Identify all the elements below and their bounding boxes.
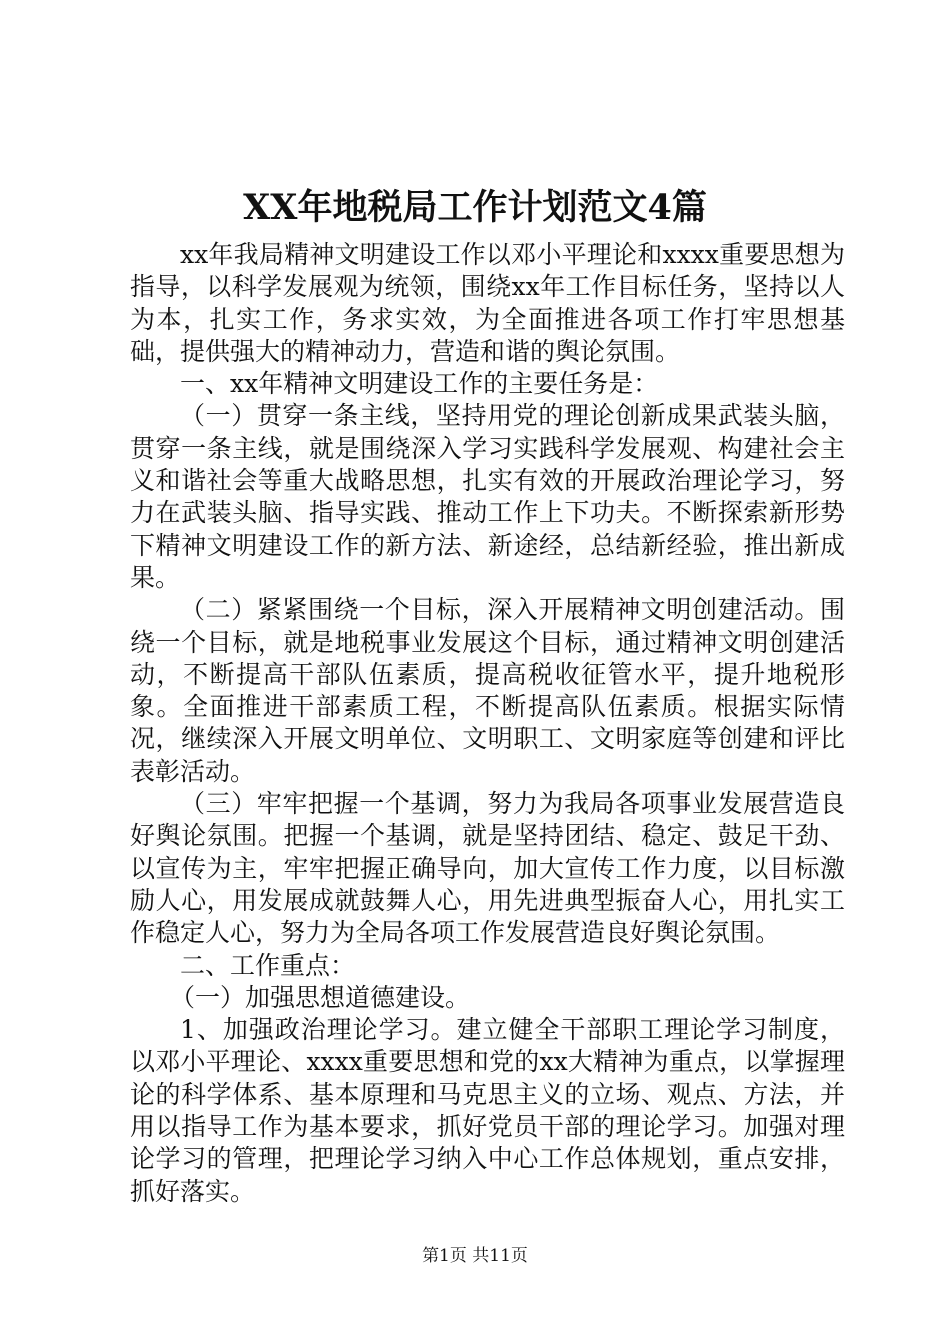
document-title: XX年地税局工作计划范文4篇 — [243, 187, 707, 228]
subsection-heading-1: （一）加强思想道德建设。 — [170, 982, 471, 1012]
paragraph-task-1: （一）贯穿一条主线，坚持用党的理论创新成果武装头脑，贯穿一条主线，就是围绕深入学习实践科学发展观、构建社会主义和谐社会等重大战略思想，扎实有效的开展政治理论学习，努力在武装头脑、指导实践、推动工作上下功夫。不断探索新形势下精神文明建设工作的新方法、新途经，总结新经验，推出新成果。 — [130, 401, 845, 592]
section-heading-1: 一、xx年精神文明建设工作的主要任务是： — [180, 369, 659, 399]
paragraph-task-2: （二）紧紧围绕一个目标，深入开展精神文明创建活动。围绕一个目标，就是地税事业发展这个目标，通过精神文明创建活动，不断提高干部队伍素质，提高税收征管水平，提升地税形象。全面推进干部素质工程，不断提高队伍素质。根据实际情况，继续深入开展文明单位、文明职工、文明家庭等创建和评比表彰活动。 — [130, 595, 845, 786]
document-body — [130, 239, 845, 1208]
section-heading-2: 二、工作重点： — [180, 950, 356, 980]
paragraph-task-3: （三）牢牢把握一个基调，努力为我局各项事业发展营造良好舆论氛围。把握一个基调，就是坚持团结、稳定、鼓足干劲、以宣传为主，牢牢把握正确导向，加大宣传工作力度，以目标激励人心，用发展成就鼓舞人心，用先进典型振奋人心，用扎实工作稳定人心，努力为全局各项工作发展营造良好舆论氛围。 — [130, 789, 845, 948]
paragraph-point-1: 1、加强政治理论学习。建立健全干部职工理论学习制度，以邓小平理论、xxxx重要思想和党的xx大精神为重点，以掌握理论的科学体系、基本原理和马克思主义的立场、观点、方法，并用以指导工作为基本要求，抓好党员干部的理论学习。加强对理论学习的管理，把理论学习纳入中心工作总体规划，重点安排，抓好落实。 — [130, 1015, 845, 1206]
paragraph-intro: xx年我局精神文明建设工作以邓小平理论和xxxx重要思想为指导，以科学发展观为统领，围绕xx年工作目标任务，坚持以人为本，扎实工作，务求实效，为全面推进各项工作打牢思想基础，提供强大的精神动力，营造和谐的舆论氛围。 — [130, 240, 845, 366]
page-number-footer: 第1页 共11页 — [422, 1246, 528, 1266]
